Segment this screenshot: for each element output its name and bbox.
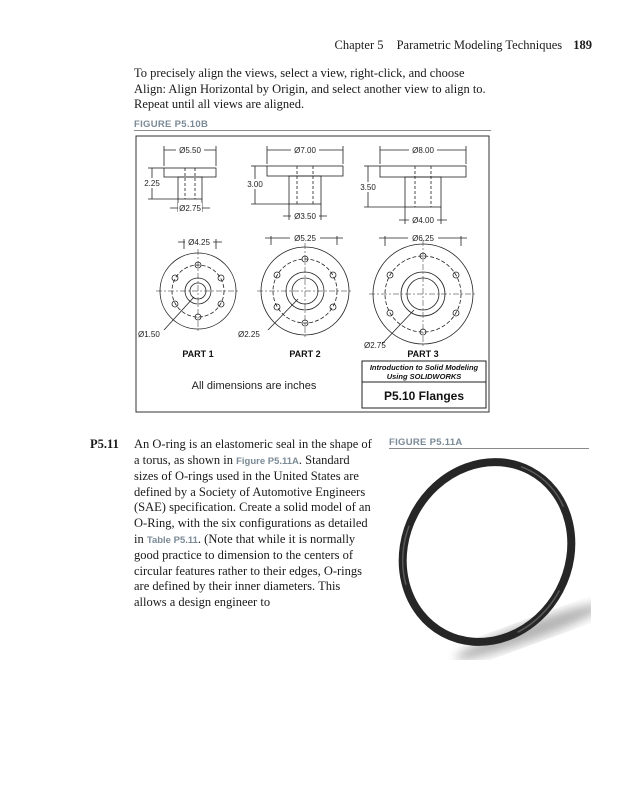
part3-top-view [364,233,477,350]
part1-top-view [138,237,240,339]
figure-a-label: FIGURE P5.11A [389,437,463,448]
part1-bottom-dia: Ø2.75 [179,204,201,213]
problem-text-3: . (Note that while it is normally good practice to dimension to the centers of circular features rather to their edges, O-rings are defined by their inner diameters. This allows a design engineer to [134,531,363,609]
part1-bore: Ø1.50 [138,330,160,339]
part1-height: 2.25 [144,179,160,188]
figure-reference[interactable]: Figure P5.11A [236,455,299,467]
part1-top-dia: Ø5.50 [179,146,201,155]
title-block-title: P5.10 Flanges [383,389,465,403]
part2-height: 3.00 [247,180,263,189]
part3-name: PART 3 [407,349,439,359]
part2-top-dia: Ø7.00 [294,146,316,155]
problem-number: P5.11 [90,437,119,451]
table-reference[interactable]: Table P5.11 [146,534,198,546]
part3-top-dia: Ø8.00 [412,146,434,155]
dimensions-note: All dimensions are inches [191,380,317,392]
oring-illustration [389,450,591,660]
intro-paragraph: To precisely align the views, select a view, right-click, and choose Align: Align Horizontal by Origin, and select another view to align to. Repeat until all views are aligned. [134,66,486,111]
part1-bolt-circle: Ø4.25 [188,238,210,247]
problem-text-2: . Standard sizes of O-rings used in the United States are defined by a Society of Automotive Engineers (SAE) specification. Create a solid model of an O-Ring, with the six configurations as detailed in [134,452,371,546]
part1-name: PART 1 [182,349,214,359]
part2-top-view [238,233,353,339]
part2-bore: Ø2.25 [238,330,260,339]
part3-bottom-dia: Ø4.00 [412,216,434,225]
page-number: 189 [573,38,592,52]
part2-bottom-dia: Ø3.50 [294,212,316,221]
figure-b-rule [134,130,491,131]
part1-side-view [140,144,216,213]
problem-text [134,437,374,611]
part2-name: PART 2 [289,349,321,359]
title-block [362,361,486,408]
part3-bolt-circle: Ø6.25 [412,234,434,243]
running-header [335,38,592,53]
problem-text-1: An O-ring is an elastomeric seal in the shape of a torus, as shown in [134,437,372,467]
part2-bolt-circle: Ø5.25 [294,234,316,243]
part3-bore: Ø2.75 [364,341,386,350]
figure-a-rule [389,448,589,449]
part2-side-view [243,144,343,221]
flanges-drawing [134,134,492,415]
chapter-label: Chapter 5 [334,38,384,52]
title-block-line2: Using SOLIDWORKS [386,372,462,381]
title-block-line1: Introduction to Solid Modeling [369,363,479,372]
part3-side-view [356,144,466,225]
figure-b-label: FIGURE P5.10B [134,119,209,130]
chapter-title: Parametric Modeling Techniques [396,38,563,52]
part3-height: 3.50 [360,183,376,192]
